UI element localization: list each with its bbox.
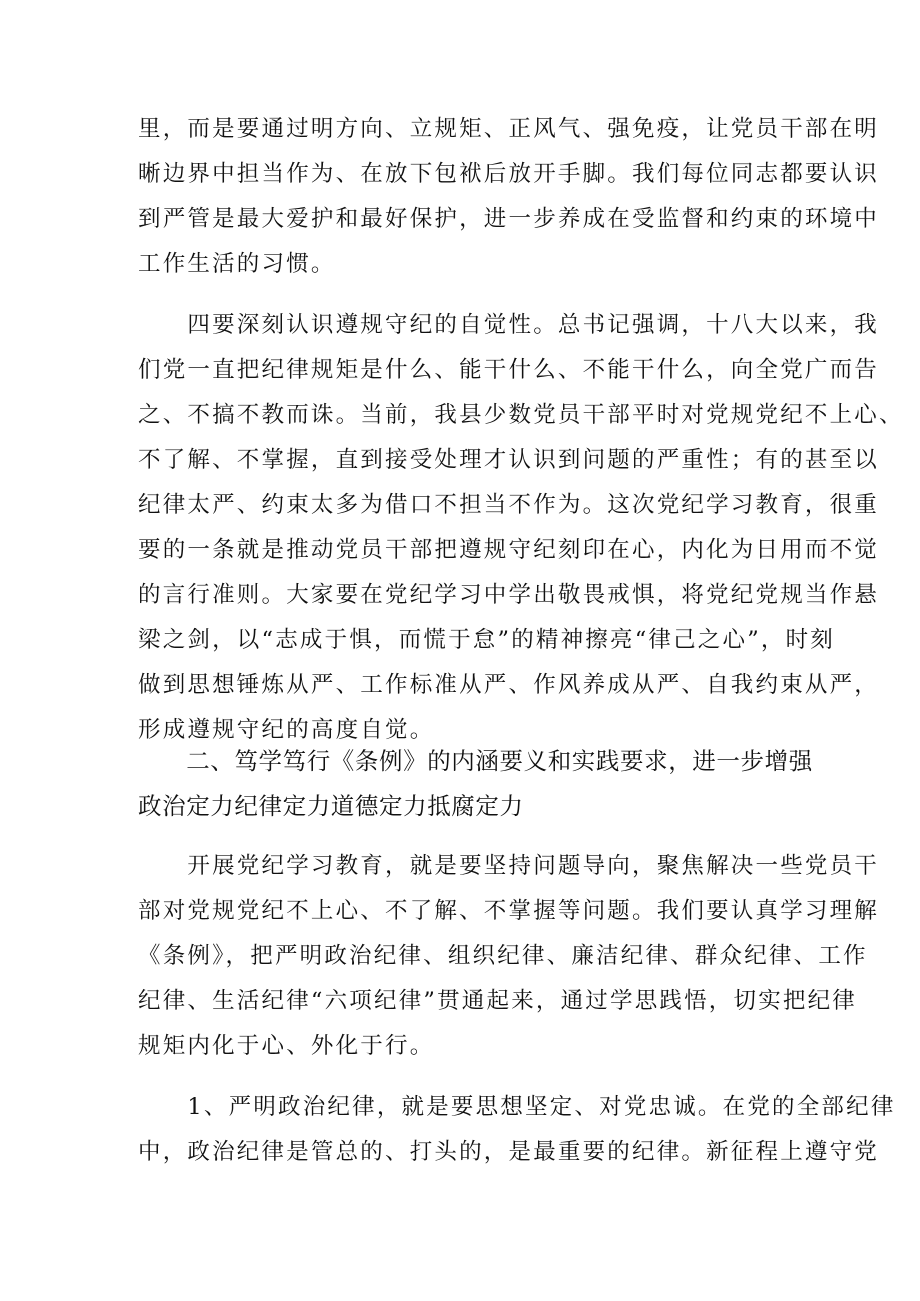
text-line: 梁之剑，以“志成于惧，而慌于怠”的精神擦亮“律己之心”，时刻 — [138, 627, 836, 653]
text-line: 1、严明政治纪律，就是要思想坚定、对党忠诚。在党的全部纪律 — [138, 1094, 896, 1120]
text-line: 开展党纪学习教育，就是要坚持问题导向，聚焦解决一些党员干 — [138, 853, 880, 879]
text-line: 要的一条就是推动党员干部把遵规守纪刻印在心，内化为日用而不觉 — [138, 537, 880, 563]
text-line: 的言行准则。大家要在党纪学习中学出敬畏戒惧，将党纪党规当作悬 — [138, 582, 880, 608]
section-heading — [138, 739, 813, 829]
paragraph-4 — [138, 1085, 896, 1175]
heading-line: 二、笃学笃行《条例》的内涵要义和实践要求，进一步增强 — [138, 747, 813, 775]
text-line: 形成遵规守纪的高度自觉。 — [138, 717, 435, 743]
text-line: 工作生活的习惯。 — [138, 251, 336, 277]
text-line: 里，而是要通过明方向、立规矩、正风气、强免疫，让党员干部在明 — [138, 116, 880, 142]
text-line: 晰边界中担当作为、在放下包袱后放开手脚。我们每位同志都要认识 — [138, 161, 880, 187]
text-line: 纪律、生活纪律“六项纪律”贯通起来，通过学思践悟，切实把纪律 — [138, 988, 858, 1014]
text-line: 纪律太严、约束太多为借口不担当不作为。这次党纪学习教育，很重 — [138, 492, 880, 518]
text-line: 规矩内化于心、外化于行。 — [138, 1033, 435, 1059]
text-line: 们党一直把纪律规矩是什么、能干什么、不能干什么，向全党广而告 — [138, 357, 880, 383]
text-line: 四要深刻认识遵规守纪的自觉性。总书记强调，十八大以来，我 — [138, 312, 880, 338]
heading-line: 政治定力纪律定力道德定力抵腐定力 — [138, 792, 524, 820]
text-line: 中，政治纪律是管总的、打头的，是最重要的纪律。新征程上遵守党 — [138, 1139, 880, 1165]
text-line: 到严管是最大爱护和最好保护，进一步养成在受监督和约束的环境中 — [138, 206, 880, 232]
paragraph-1 — [138, 107, 880, 287]
text-line: 部对党规党纪不上心、不了解、不掌握等问题。我们要认真学习理解 — [138, 898, 880, 924]
text-line: 做到思想锤炼从严、工作标准从严、作风养成从严、自我约束从严， — [138, 672, 880, 698]
text-line: 《条例》，把严明政治纪律、组织纪律、廉洁纪律、群众纪律、工作 — [138, 943, 868, 969]
text-line: 不了解、不掌握，直到接受处理才认识到问题的严重性；有的甚至以 — [138, 447, 880, 473]
text-line: 之、不搞不教而诛。当前，我县少数党员干部平时对党规党纪不上心、 — [138, 402, 904, 428]
paragraph-3 — [138, 844, 880, 1069]
paragraph-2 — [138, 303, 904, 753]
